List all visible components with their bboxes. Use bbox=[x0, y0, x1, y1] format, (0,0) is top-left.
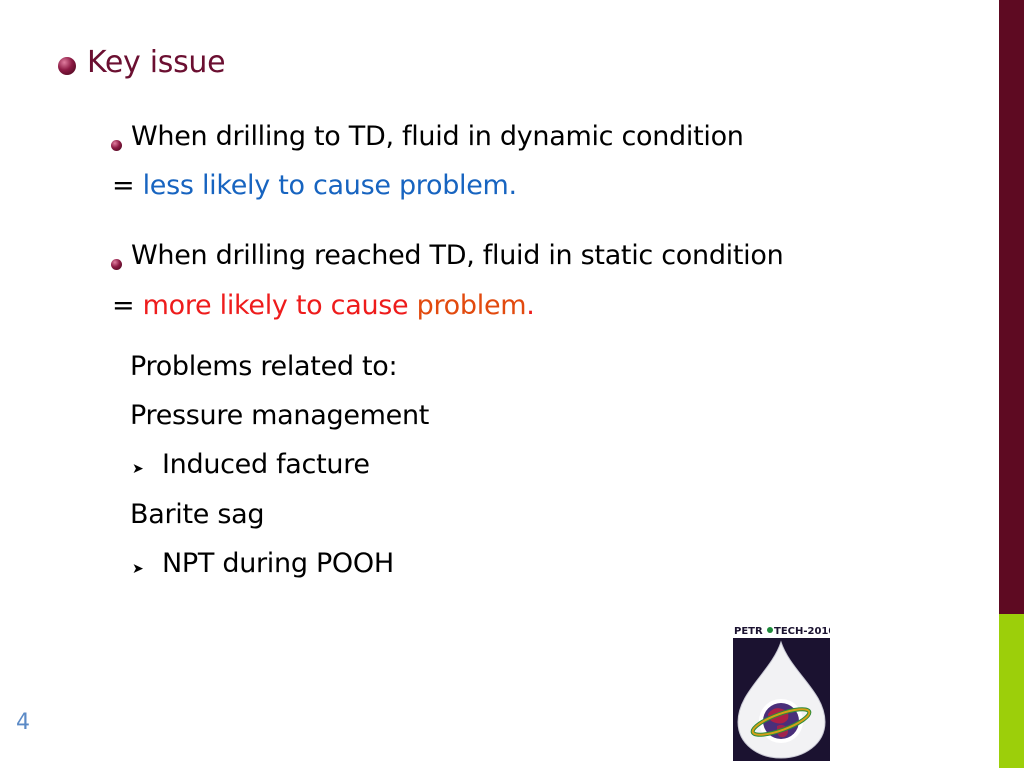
bullet-1-result bbox=[112, 170, 517, 201]
petrotech-logo-graphic bbox=[733, 622, 830, 761]
sidebar-accent-bottom bbox=[999, 614, 1024, 768]
bullet-2-result bbox=[112, 290, 535, 321]
arrow-bullet-icon: ➤ bbox=[132, 561, 144, 577]
petrotech-logo bbox=[733, 622, 830, 761]
bullet-1-text: When drilling to TD, fluid in dynamic condition bbox=[131, 121, 744, 152]
barite-heading: Barite sag bbox=[130, 499, 265, 530]
less-likely-text: less likely to cause problem. bbox=[142, 170, 517, 201]
slide-title: Key issue bbox=[87, 45, 226, 80]
logo-dot-icon bbox=[767, 627, 773, 633]
bullet-2-text: When drilling reached TD, fluid in static condition bbox=[131, 240, 784, 271]
bullet-icon bbox=[111, 140, 122, 151]
bullet-icon bbox=[111, 259, 122, 270]
pressure-heading: Pressure management bbox=[130, 400, 430, 431]
pressure-item: Induced facture bbox=[162, 449, 370, 480]
logo-text-left: PETR bbox=[734, 626, 763, 637]
slide-number: 4 bbox=[16, 710, 30, 735]
logo-text-right: TECH-2010 bbox=[774, 626, 830, 637]
equals-sign: = bbox=[112, 170, 143, 201]
problem-text: problem bbox=[416, 290, 527, 321]
equals-sign: = bbox=[112, 290, 143, 321]
arrow-bullet-icon: ➤ bbox=[132, 461, 144, 477]
sidebar-accent-top bbox=[999, 0, 1024, 614]
barite-item: NPT during POOH bbox=[162, 548, 394, 579]
problems-heading: Problems related to: bbox=[130, 351, 398, 382]
more-likely-text: more likely to cause bbox=[142, 290, 417, 321]
title-bullet-icon bbox=[58, 57, 76, 75]
period-text: . bbox=[526, 290, 535, 321]
